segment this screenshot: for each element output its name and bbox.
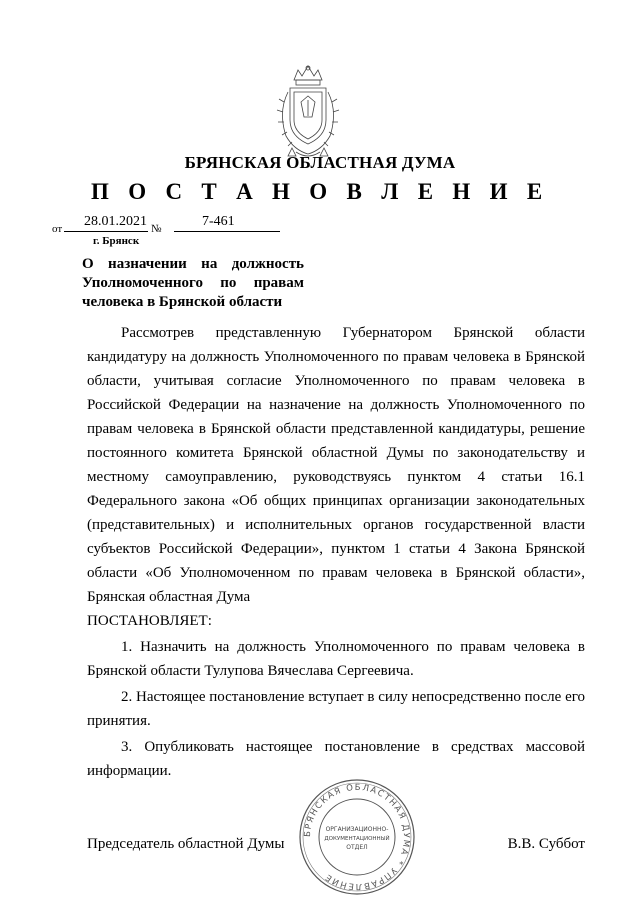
- signer-name: В.В. Суббот: [507, 836, 585, 852]
- document-title: О назначении на должность Уполномоченного по правам человека в Брянской области: [82, 256, 304, 310]
- seal-ring-text: БРЯНСКАЯ ОБЛАСТНАЯ ДУМА * УПРАВЛЕНИЕ: [302, 782, 412, 892]
- seal-center-line-1: ОРГАНИЗАЦИОННО-: [325, 826, 389, 833]
- seal-center-line-2: ДОКУМЕНТАЦИОННЫЙ: [324, 836, 390, 842]
- official-seal-stamp: [298, 778, 416, 896]
- organization-name: БРЯНСКАЯ ОБЛАСТНАЯ ДУМА: [184, 153, 456, 172]
- document-type-heading: П О С Т А Н О В Л Е Н И Е: [90, 179, 550, 204]
- signer-title: Председатель областной Думы: [87, 836, 285, 852]
- coat-of-arms-emblem: [268, 62, 348, 164]
- preamble-paragraph: Рассмотрев представленную Губернатором Брянской области кандидатуру на должность Уполномоченного по правам человека в Брянской области, учитывая согласие Уполномоченного по правам человека в Российской Федерации на назначение на должность Уполномоченного по правам человека в Брянской области представленной кандидатуры, решение постоянного комитета Брянской областной Думы по законодательству и местному самоуправлению, руководствуясь пунктом 4 статьи 16.1 Федерального закона «Об общих принципах организации законодательных (представительных) и исполнительных органов государственной власти субъектов Российской Федерации», пунктом 1 статьи 4 Закона Брянской области «Об Уполномоченном по правам человека в Брянской области», Брянская областная Дума: [87, 325, 585, 605]
- document-body: [87, 321, 585, 783]
- resolution-item-2: 2. Настоящее постановление вступает в силу непосредственно после его принятия.: [87, 689, 586, 729]
- document-date: 28.01.2021: [84, 214, 147, 229]
- resolution-item-1: 1. Назначить на должность Уполномоченного по правам человека в Брянской области Тулупова Вячеслава Сергеевича.: [87, 639, 585, 679]
- document-number: 7-461: [202, 214, 235, 229]
- number-prefix: №: [151, 223, 162, 235]
- document-city: г. Брянск: [93, 235, 140, 247]
- seal-center-line-3: ОТДЕЛ: [346, 844, 368, 851]
- date-underline: [64, 231, 148, 232]
- date-prefix: от: [52, 223, 63, 235]
- resolution-item-3: 3. Опубликовать настоящее постановление в средствах массовой информации.: [87, 739, 585, 779]
- resolves-heading: ПОСТАНОВЛЯЕТ:: [87, 613, 212, 629]
- number-underline: [174, 231, 280, 232]
